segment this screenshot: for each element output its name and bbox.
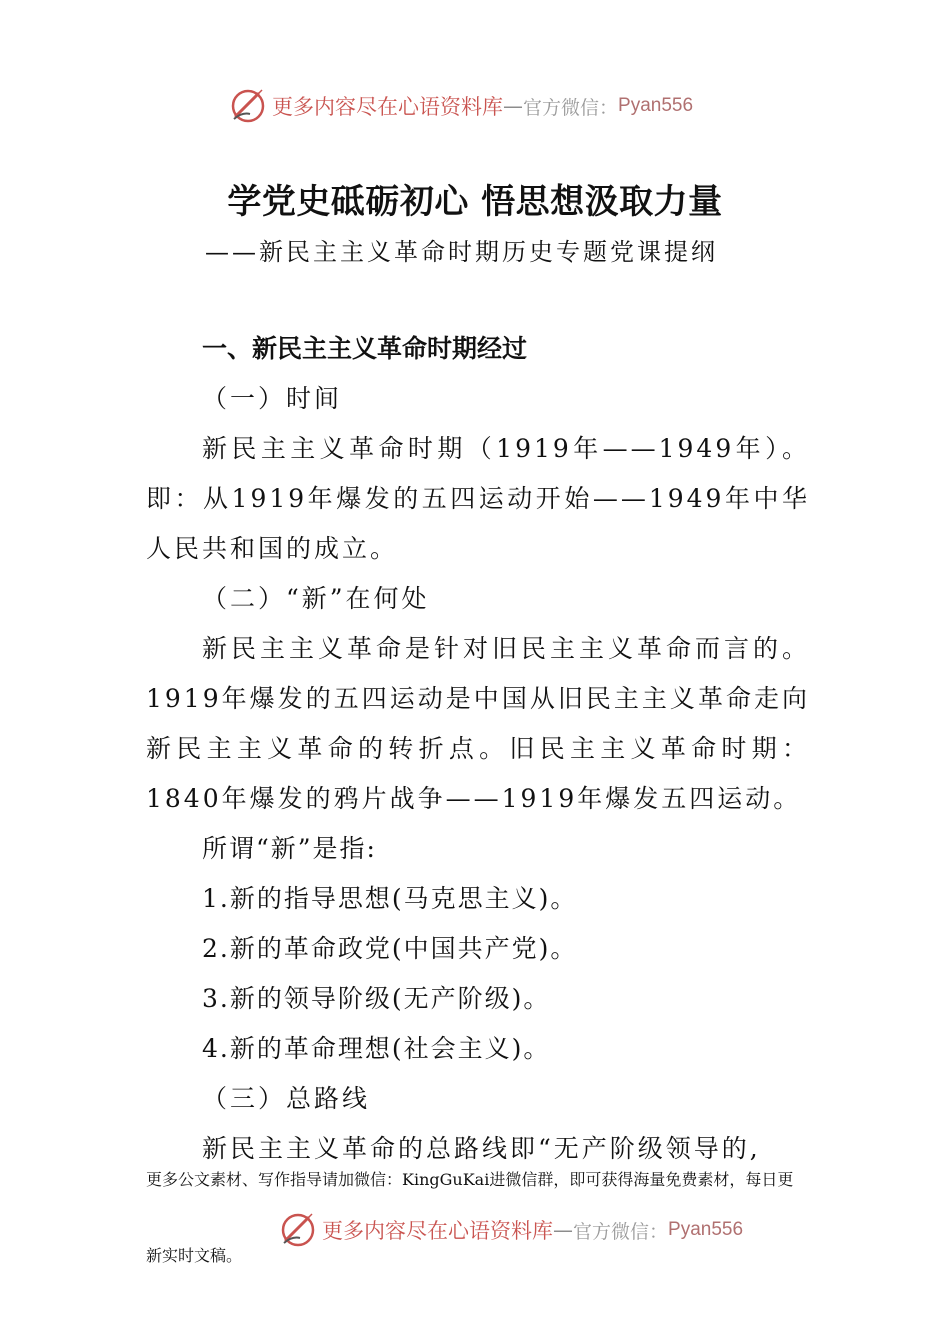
pen-circle-logo-icon	[228, 86, 268, 126]
banner-separator: —	[553, 1218, 573, 1242]
subsection-heading-time: （一）时间	[202, 384, 343, 413]
document-title: 学党史砥砺初心 悟思想汲取力量	[227, 182, 723, 222]
subsection-heading-line: （三）总路线	[202, 1084, 371, 1113]
banner-tail-text: 官方微信：	[523, 96, 619, 119]
list-item: 4.新的革命理想(社会主义)。	[202, 1034, 551, 1063]
list-item: 3.新的领导阶级(无产阶级)。	[202, 984, 551, 1013]
banner-separator: —	[503, 94, 523, 118]
banner-handle: Pyan556	[668, 1219, 744, 1240]
document-body	[146, 324, 810, 1174]
footer-note-end: 新实时文稿。	[146, 1246, 243, 1265]
banner-brand-text: 更多内容尽在心语资料库	[272, 95, 503, 119]
document-subtitle: ——新民主主义革命时期历史专题党课提纲	[205, 238, 718, 266]
footer-note: 更多公文素材、写作指导请加微信：KingGuKai进微信群，即可获得海量免费素材，每日更	[146, 1170, 794, 1189]
pen-circle-logo-icon	[278, 1210, 318, 1250]
subsection-heading-new: （二）“新”在何处	[202, 584, 430, 613]
banner-handle: Pyan556	[618, 95, 694, 116]
footer-banner	[278, 1208, 743, 1252]
banner-tail-text: 官方微信：	[573, 1220, 669, 1243]
list-item: 2.新的革命政党(中国共产党)。	[202, 934, 578, 963]
paragraph-line: 新民主主义革命的总路线即“无产阶级领导的,	[202, 1134, 761, 1163]
section-heading: 一、新民主主义革命时期经过	[202, 334, 528, 363]
header-banner	[228, 84, 693, 128]
paragraph-new: 新民主主义革命是针对旧民主主义革命而言的。1919年爆发的五四运动是中国从旧民主主义革命走向新民主主义革命的转折点。旧民主主义革命时期：1840年爆发的鸦片战争——1919年爆发五四运动。	[146, 634, 810, 813]
list-item: 1.新的指导思想(马克思主义)。	[202, 884, 578, 913]
banner-brand-text: 更多内容尽在心语资料库	[322, 1219, 553, 1243]
paragraph-new-intro: 所谓“新”是指:	[202, 834, 377, 863]
paragraph-time: 新民主主义革命时期（1919年——1949年）。即：从1919年爆发的五四运动开始——1949年中华人民共和国的成立。	[146, 434, 810, 563]
